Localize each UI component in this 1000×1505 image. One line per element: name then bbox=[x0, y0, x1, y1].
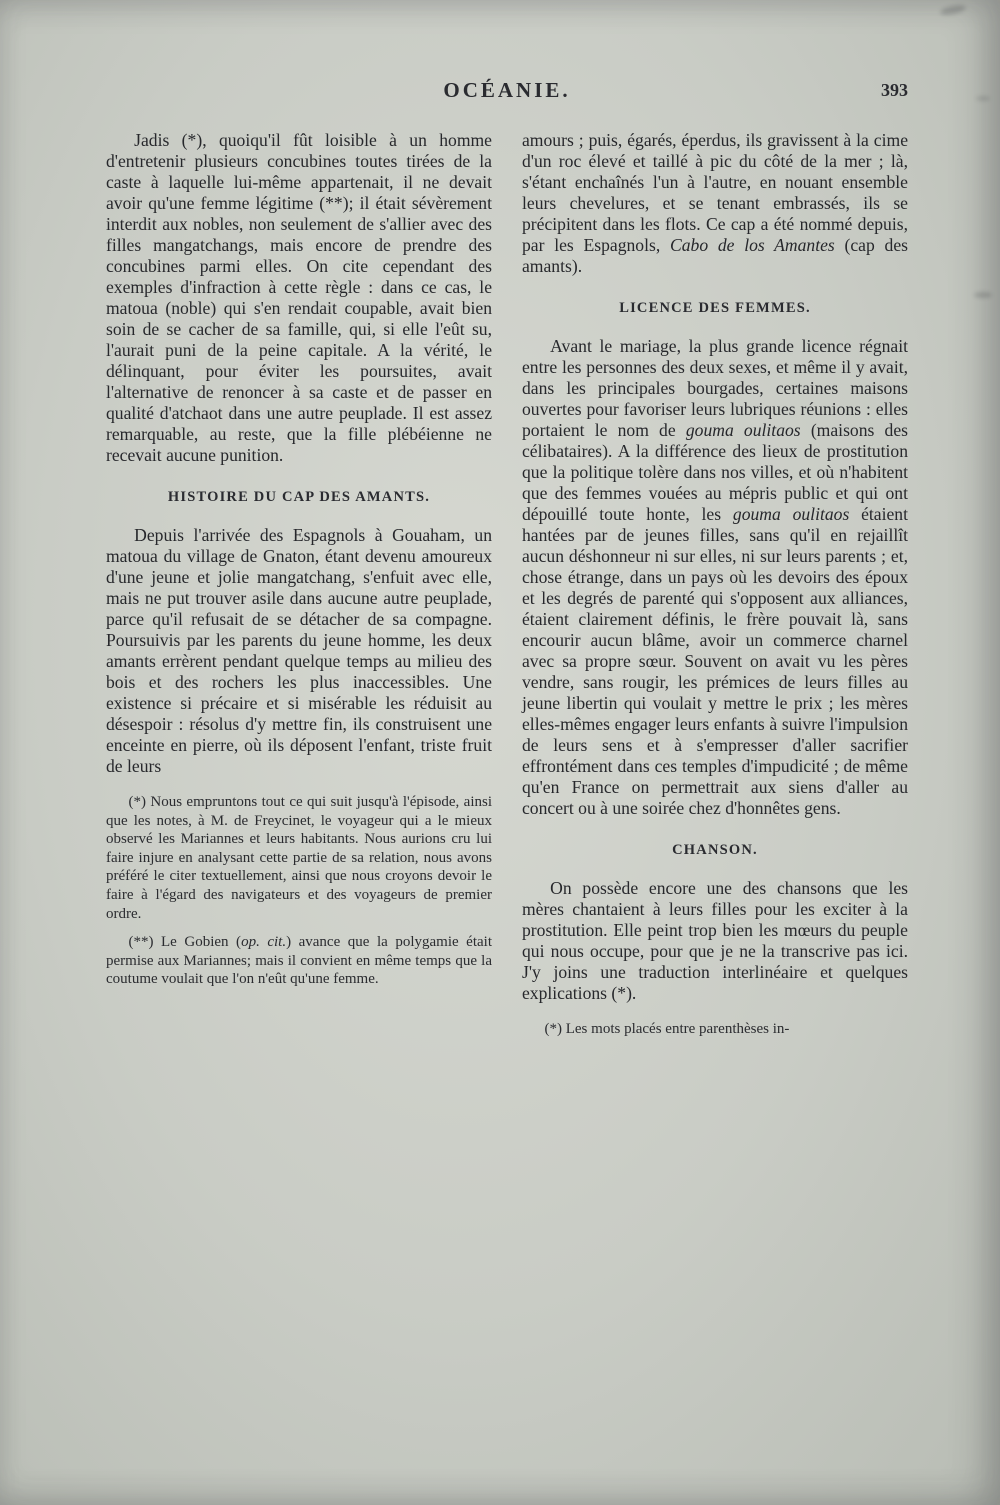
page-header bbox=[106, 78, 908, 108]
section-heading-licence-des-femmes: LICENCE DES FEMMES. bbox=[619, 300, 811, 316]
scan-smudge bbox=[976, 96, 990, 101]
scan-smudge bbox=[939, 3, 966, 16]
footnote-freycinet: (*) Nous empruntons tout ce qui suit jusqu'à l'épisode, ainsi que les notes, à M. de Freycinet, le voyageur qui a le mieux observé les Mariannes et leurs habitants. Nous aurions cru lui faire injure en analysant cette partie de sa relation, nous avons préféré le citer textuellement, ainsi que nous croyons devoir le faire à l'égard des navigateurs et des voyageurs de premier ordre. bbox=[106, 794, 492, 922]
left-column bbox=[106, 130, 492, 1049]
footnote-le-gobien: (**) Le Gobien (op. cit.) avance que la polygamie était permise aux Mariannes; mais il convient en même temps que la coutume voulait que l'on n'eût qu'une femme. bbox=[106, 934, 492, 988]
scan-smudge bbox=[974, 292, 992, 298]
text-columns bbox=[106, 130, 908, 1049]
section-heading-chanson: CHANSON. bbox=[672, 842, 758, 858]
right-paragraph-chanson: On possède encore une des chansons que les mères chantaient à leurs filles pour les exciter à la prostitution. Elle peint trop bien les mœurs du peuple qui nous occupe, pour que je ne la transcrive pas ici. J'y joins une traduction interlinéaire et quelques explications (*). bbox=[522, 878, 908, 1003]
left-paragraph-jadis: Jadis (*), quoiqu'il fût loisible à un homme d'entretenir plusieurs concubines toutes tirées de la caste à laquelle lui-même appartenait, il ne devait avoir qu'une femme légitime (**); il était sévèrement interdit aux nobles, non seulement de s'allier avec des filles mangatchangs, mais encore de prendre des concubines parmi elles. On cite cependant des exemples d'infraction à cette règle : dans ce cas, le matoua (noble) qui s'en rendait coupable, avait bien soin de se cacher de sa famille, qui, si elle l'eût su, l'aurait puni de la peine capitale. A la vérité, le délinquant, pour éviter les poursuites, avait l'alternative de renoncer à sa caste et de passer en qualité d'atchaot dans une autre peuplade. Il est assez remarquable, au reste, que la fille plébéienne ne recevait aucune punition. bbox=[106, 130, 492, 465]
left-footnotes bbox=[106, 793, 492, 989]
footnote-mots-parentheses: (*) Les mots placés entre parenthèses in- bbox=[544, 1021, 790, 1037]
right-paragraph-continuation: amours ; puis, égarés, éperdus, ils gravissent à la cime d'un roc élevé et taillé à pic du côté de la mer ; là, s'étant enchaînés l'un à l'autre, en nouant ensemble leurs chevelures, et se tenant embrassés, ils se précipitent dans les flots. Ce cap a été nommé depuis, par les Espagnols, Cabo de los Amantes (cap des amants). bbox=[522, 130, 908, 276]
section-heading-histoire-cap-amants: HISTOIRE DU CAP DES AMANTS. bbox=[167, 489, 431, 505]
right-paragraph-licence: Avant le mariage, la plus grande licence régnait entre les personnes des deux sexes, et même il y avait, dans les principales bourgades, certaines maisons ouvertes pour favoriser leurs lubriques réunions : elles portaient le nom de gouma oulitaos (maisons des célibataires). A la différence des lieux de prostitution que la politique tolère dans nos villes, et où n'habitent que des femmes vouées au mépris public et qui ont dépouillé toute honte, les gouma oulitaos étaient hantées par de jeunes filles, sans qu'il en rejaillît aucun déshonneur ni sur elles, ni sur leurs parents ; et, chose étrange, dans un pays où les devoirs des époux et les degrés de parenté qui s'opposent aux alliances, étaient clairement définis, le frère pouvait là, sans encourir aucun blâme, avoir un commerce charnel avec sa propre sœur. Souvent on avait vu les pères vendre, sans rougir, les prémices de leurs filles au jeune libertin qui voulait y mettre le prix ; les mères elles-mêmes engager leurs enfants à suivre l'impulsion de leurs sens et à s'empresser d'aller sacrifier effrontément dans ces temples d'impudicité ; de même qu'en France on permettrait aux siens d'aller au concert ou à une soirée chez d'honnêtes gens. bbox=[522, 336, 908, 818]
page-title: OCÉANIE. bbox=[443, 78, 571, 102]
left-paragraph-histoire: Depuis l'arrivée des Espagnols à Gouaham, un matoua du village de Gnaton, étant devenu amoureux d'une jeune et jolie mangatchang, s'enfuit avec elle, mais ne put trouver asile dans aucune autre peuplade, parce qu'il refusait de se détacher de sa compagne. Poursuivis par les parents du jeune homme, les deux amants errèrent pendant quelque temps au milieu des bois et des rochers les plus inaccessibles. Une existence si précaire et si misérable les réduisit au désespoir : résolus d'y mettre fin, ils construisent une enceinte en pierre, où ils déposent l'enfant, triste fruit de leurs bbox=[106, 525, 492, 776]
right-column bbox=[522, 130, 908, 1049]
page-number: 393 bbox=[881, 80, 908, 100]
